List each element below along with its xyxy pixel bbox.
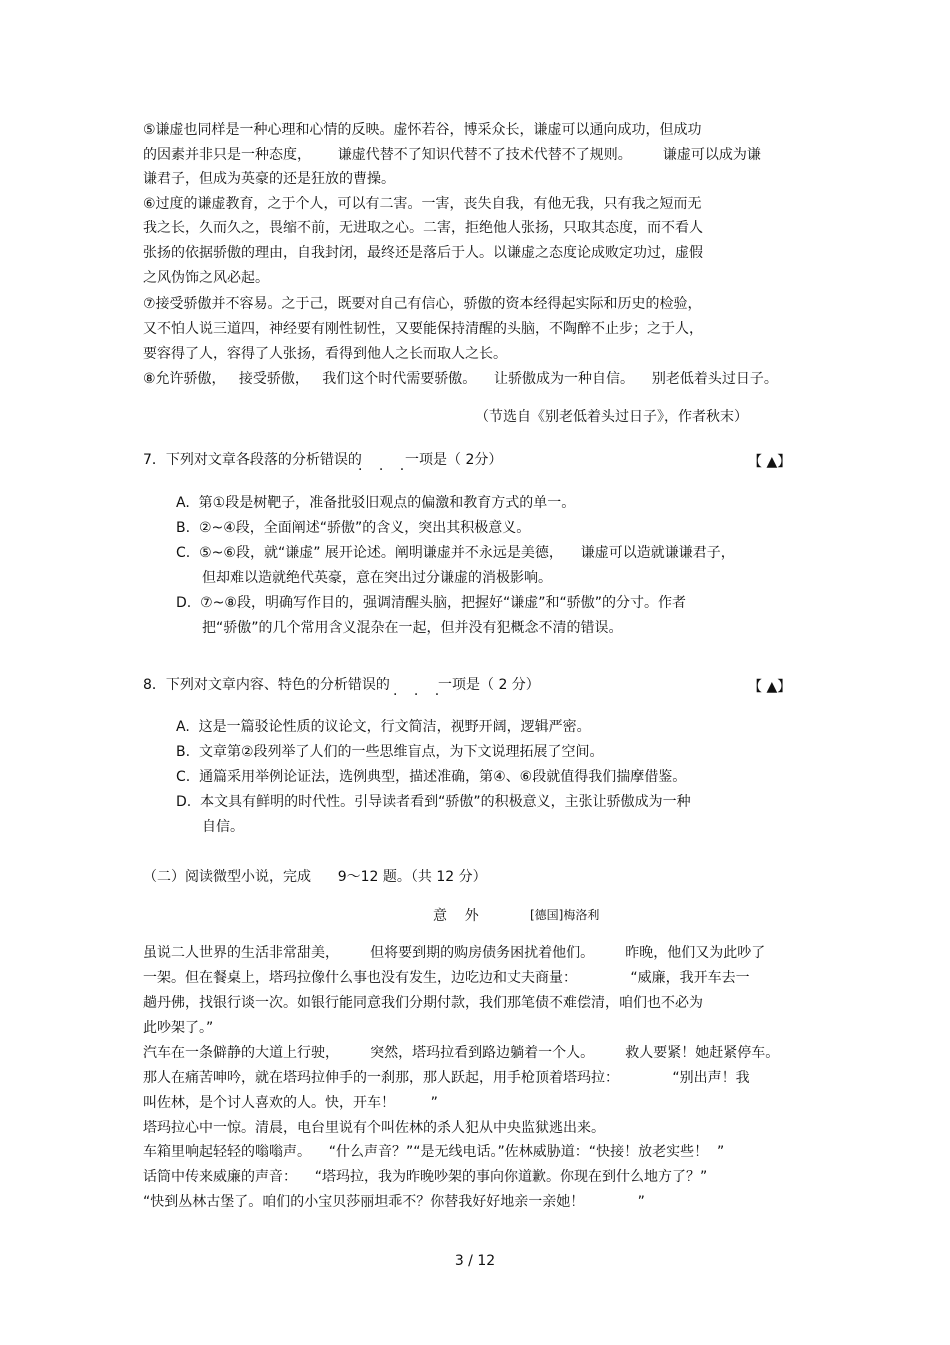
story-line: 车箱里响起轻轻的嗡嗡声。 “什么声音？”“是无线电话。”佐林威胁道：“快接！放老实些！ ” [143, 1144, 725, 1160]
passage-line: 我之长，久而久之，畏缩不前，无进取之心。二害，拒绝他人张扬，只取其态度，而不看人 [143, 220, 703, 236]
story-line: 话筒中传来威廉的声音： “塔玛拉，我为昨晚吵架的事向你道歉。你现在到什么地方了？” [143, 1169, 708, 1185]
option-d-continued: 自信。 [202, 819, 244, 835]
story-line: 虽说二人世界的生活非常甜美， 但将要到期的购房债务困扰着他们。 昨晚，他们又为此吵了 [143, 945, 766, 961]
passage-line: 的因素并非只是一种态度， 谦虚代替不了知识代替不了技术代替不了规则。 谦虚可以成为谦 [143, 147, 761, 163]
story-line: 此吵架了。” [143, 1020, 214, 1036]
story-line: 一架。但在餐桌上，塔玛拉像什么事也没有发生，边吃边和丈夫商量： “威廉，我开车去一 [143, 970, 750, 986]
emphasis-dots: . . . [358, 458, 411, 474]
story-title: 意 外 [433, 908, 479, 924]
passage-line: 张扬的依据骄傲的理由，自我封闭，最终还是落后于人。以谦虚之态度论成败定功过，虚假 [143, 245, 703, 261]
passage-line: 谦君子，但成为英豪的还是狂放的曹操。 [143, 171, 395, 187]
story-line: “快到丛林古堡了。咱们的小宝贝莎丽坦乖不？你替我好好地亲一亲她！ ” [143, 1194, 645, 1210]
option-c-continued: 但却难以造就绝代英豪，意在突出过分谦虚的消极影响。 [202, 570, 552, 586]
answer-bracket: 【 ▲】 [748, 679, 792, 695]
answer-bracket: 【 ▲】 [748, 454, 792, 470]
story-line: 汽车在一条僻静的大道上行驶， 突然，塔玛拉看到路边躺着一个人。 救人要紧！她赶紧停车。 [143, 1045, 780, 1061]
story-line: 塔玛拉心中一惊。清晨，电台里说有个叫佐林的杀人犯从中央监狱逃出来。 [143, 1120, 605, 1136]
option-a: A. 这是一篇驳论性质的议论文，行文简洁，视野开阔，逻辑严密。 [176, 719, 591, 735]
section-heading: （二）阅读微型小说，完成 9～12 题。（共 12 分） [143, 869, 487, 885]
story-line: 叫佐林，是个讨人喜欢的人。快，开车！ ” [143, 1095, 438, 1111]
option-b: B. 文章第②段列举了人们的一些思维盲点，为下文说理拓展了空间。 [176, 744, 604, 760]
passage-line: ⑧允许骄傲， 接受骄傲， 我们这个时代需要骄傲。 让骄傲成为一种自信。 别老低着头过日子。 [143, 371, 778, 387]
passage-line: 之风伪饰之风必起。 [143, 270, 269, 286]
emphasis-dots: . . . [393, 683, 446, 699]
source-note: （节选自《别老低着头过日子》，作者秋末） [475, 409, 748, 425]
question-8-title-tail: 一项是（ 2 分） [438, 677, 540, 693]
option-d-continued: 把“骄傲”的几个常用含义混杂在一起，但并没有犯概念不清的错误。 [202, 620, 623, 636]
story-line: 那人在痛苦呻吟，就在塔玛拉伸手的一刹那，那人跃起，用手枪顶着塔玛拉： “别出声！我 [143, 1070, 750, 1086]
question-7-title-tail: 一项是（ 2分） [405, 452, 503, 468]
story-author: [德国]梅洛利 [530, 908, 600, 922]
passage-line: 要容得了人，容得了人张扬，看得到他人之长而取人之长。 [143, 346, 507, 362]
passage-line: ⑥过度的谦虚教育，之于个人，可以有二害。一害，丧失自我，有他无我，只有我之短而无 [143, 196, 702, 212]
option-d: D. 本文具有鲜明的时代性。引导读者看到“骄傲”的积极意义，主张让骄傲成为一种 [176, 794, 691, 810]
option-c: C. 通篇采用举例论证法，选例典型，描述准确，第④、⑥段就值得我们揣摩借鉴。 [176, 769, 687, 785]
question-7-title: 7．下列对文章各段落的分析错误的 [143, 452, 362, 468]
passage-line: ⑤谦虚也同样是一种心理和心情的反映。虚怀若谷，博采众长，谦虚可以通向成功，但成功 [143, 122, 702, 138]
option-a: A. 第①段是树靶子，准备批驳旧观点的偏激和教育方式的单一。 [176, 495, 576, 511]
option-d: D. ⑦~⑧段，明确写作目的，强调清醒头脑，把握好“谦虚”和“骄傲”的分寸。作者 [176, 595, 686, 611]
question-8-title: 8．下列对文章内容、特色的分析错误的 [143, 677, 390, 693]
option-c: C. ⑤~⑥段，就“谦虚” 展开论述。阐明谦虚并不永远是美德， 谦虚可以造就谦谦君子， [176, 545, 735, 561]
passage-line: ⑦接受骄傲并不容易。之于己，既要对自己有信心，骄傲的资本经得起实际和历史的检验， [143, 296, 702, 312]
passage-line: 又不怕人说三道四，神经要有刚性韧性，又要能保持清醒的头脑，不陶醉不止步；之于人， [143, 321, 703, 337]
option-b: B. ②~④段，全面阐述“骄傲”的含义，突出其积极意义。 [176, 520, 531, 536]
page-number: 3 / 12 [454, 1253, 496, 1269]
story-line: 趟丹佛，找银行谈一次。如银行能同意我们分期付款，我们那笔债不难偿清，咱们也不必为 [143, 995, 703, 1011]
